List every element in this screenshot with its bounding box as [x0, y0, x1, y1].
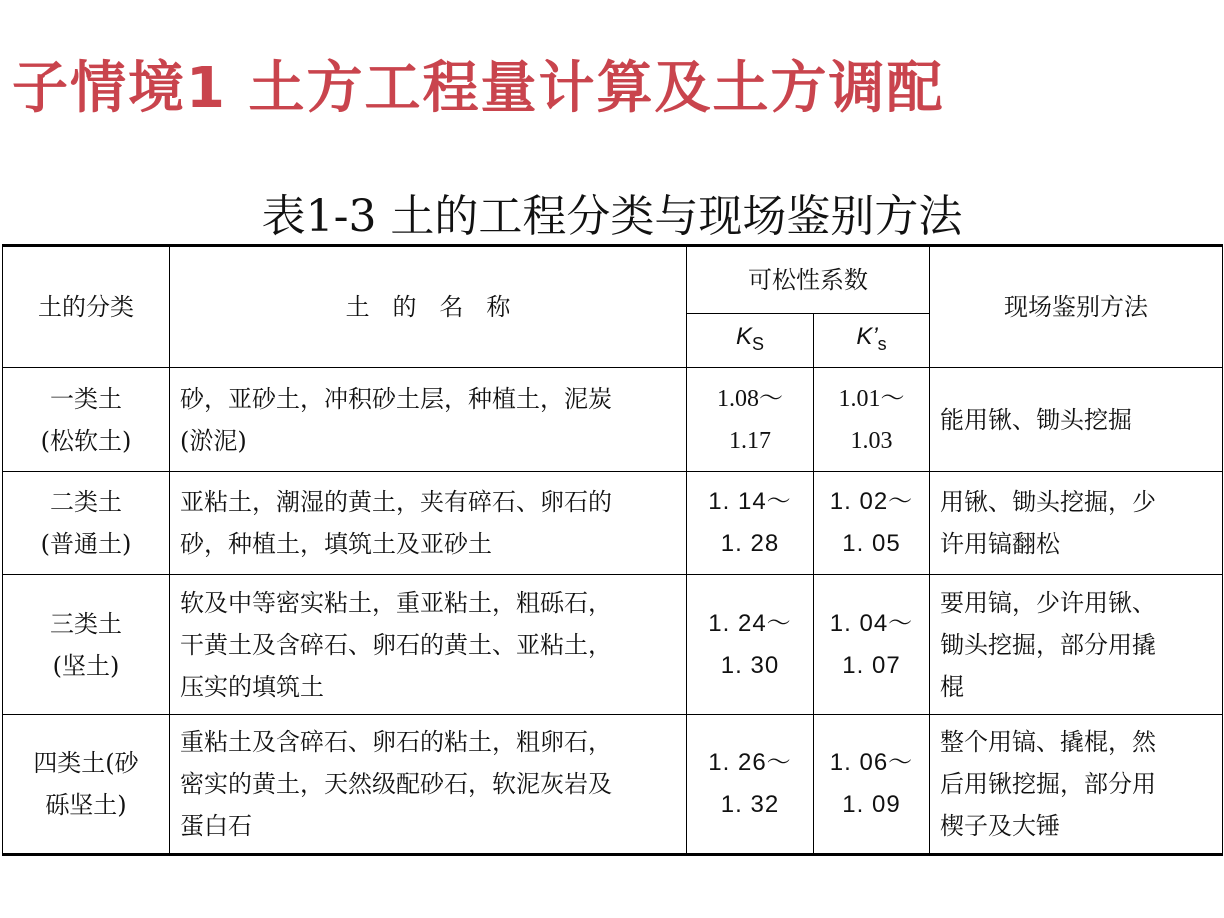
- row-category: [3, 575, 170, 715]
- cell-line: (松软土): [40, 426, 132, 455]
- cell-line: 1. 26～: [708, 749, 792, 776]
- cell-line: 1.17: [729, 427, 771, 454]
- cell-line: 1. 07: [842, 651, 901, 679]
- row-name: [170, 715, 687, 855]
- cell-line: 能用锹、锄头挖掘: [940, 405, 1132, 434]
- header-ks: [687, 314, 814, 368]
- row-ks-prime: [814, 715, 930, 855]
- row-ks: [687, 715, 814, 855]
- cell-line: 用锹、锄头挖掘，少: [940, 488, 1156, 516]
- cell-line: 1.01～: [838, 385, 905, 412]
- header-ks-prime-sub: s: [877, 333, 887, 354]
- cell-line: (普通土): [40, 530, 132, 558]
- cell-line: 亚粘土，潮湿的黄土，夹有碎石、卵石的: [180, 488, 612, 516]
- cell-line: 楔子及大锤: [940, 812, 1060, 840]
- header-name: 土 的 名 称: [170, 246, 687, 368]
- cell-line: 重粘土及含碎石、卵石的粘土，粗卵石，: [180, 728, 612, 756]
- row-category: [3, 368, 170, 472]
- cell-line: 1. 06～: [829, 749, 914, 776]
- row-ks: [687, 368, 814, 472]
- row-name: [170, 472, 687, 575]
- cell-line: 后用锹挖掘，部分用: [940, 770, 1156, 798]
- row-ks-prime: [814, 575, 930, 715]
- row-method: [930, 368, 1223, 472]
- slide-title: 子情境1 土方工程量计算及土方调配: [12, 56, 945, 121]
- cell-line: 蛋白石: [180, 812, 252, 840]
- cell-line: 一类土: [50, 384, 122, 413]
- cell-line: 棍: [940, 672, 964, 701]
- row-method: [930, 472, 1223, 575]
- cell-line: 1. 05: [842, 530, 901, 557]
- cell-line: 整个用镐、撬棍，然: [940, 728, 1156, 756]
- header-coefficient-group: 可松性系数: [687, 246, 930, 314]
- cell-line: 1. 24～: [708, 609, 792, 637]
- cell-line: 压实的填筑土: [180, 672, 324, 701]
- header-category: 土的分类: [3, 246, 170, 368]
- cell-line: 1. 04～: [829, 609, 914, 637]
- cell-line: 1. 30: [720, 651, 780, 679]
- soil-classification-table: [2, 244, 1223, 856]
- cell-line: 二类土: [50, 488, 122, 516]
- row-category: [3, 472, 170, 575]
- header-ks-sub: S: [752, 333, 765, 354]
- row-ks-prime: [814, 472, 930, 575]
- cell-line: 三类土: [50, 609, 122, 638]
- cell-line: 许用镐翻松: [940, 530, 1060, 558]
- row-ks: [687, 575, 814, 715]
- cell-line: 密实的黄土，天然级配砂石，软泥灰岩及: [180, 770, 612, 798]
- row-name: [170, 575, 687, 715]
- cell-line: 砂，种植土，填筑土及亚砂土: [180, 530, 492, 558]
- header-ks-prime-main: K’: [856, 323, 878, 351]
- cell-line: 1. 09: [842, 791, 901, 818]
- row-method: [930, 575, 1223, 715]
- row-category: [3, 715, 170, 855]
- cell-line: 四类土(砂: [33, 749, 139, 777]
- cell-line: 砂，亚砂土，冲积砂土层，种植土，泥炭: [180, 384, 612, 413]
- header-method: 现场鉴别方法: [930, 246, 1223, 368]
- cell-line: 1. 32: [720, 791, 780, 818]
- header-ks-main: K: [735, 323, 752, 351]
- cell-line: 要用镐，少许用锹、: [940, 588, 1156, 617]
- row-method: [930, 715, 1223, 855]
- cell-line: 1. 28: [720, 530, 780, 557]
- row-name: [170, 368, 687, 472]
- cell-line: 1.03: [850, 427, 893, 454]
- header-ks-prime: [814, 314, 930, 368]
- cell-line: (淤泥): [180, 426, 247, 455]
- cell-line: 软及中等密实粘土，重亚粘土，粗砾石，: [180, 588, 612, 617]
- row-ks: [687, 472, 814, 575]
- cell-line: 1.08～: [717, 385, 783, 412]
- table-caption: 表1-3 土的工程分类与现场鉴别方法: [261, 191, 963, 242]
- cell-line: 1. 14～: [708, 488, 792, 515]
- cell-line: 锄头挖掘，部分用撬: [940, 630, 1156, 659]
- row-ks-prime: [814, 368, 930, 472]
- cell-line: (坚土): [52, 651, 120, 680]
- cell-line: 干黄土及含碎石、卵石的黄土、亚粘土，: [180, 630, 612, 659]
- cell-line: 砾坚土): [45, 791, 127, 819]
- cell-line: 1. 02～: [829, 488, 914, 515]
